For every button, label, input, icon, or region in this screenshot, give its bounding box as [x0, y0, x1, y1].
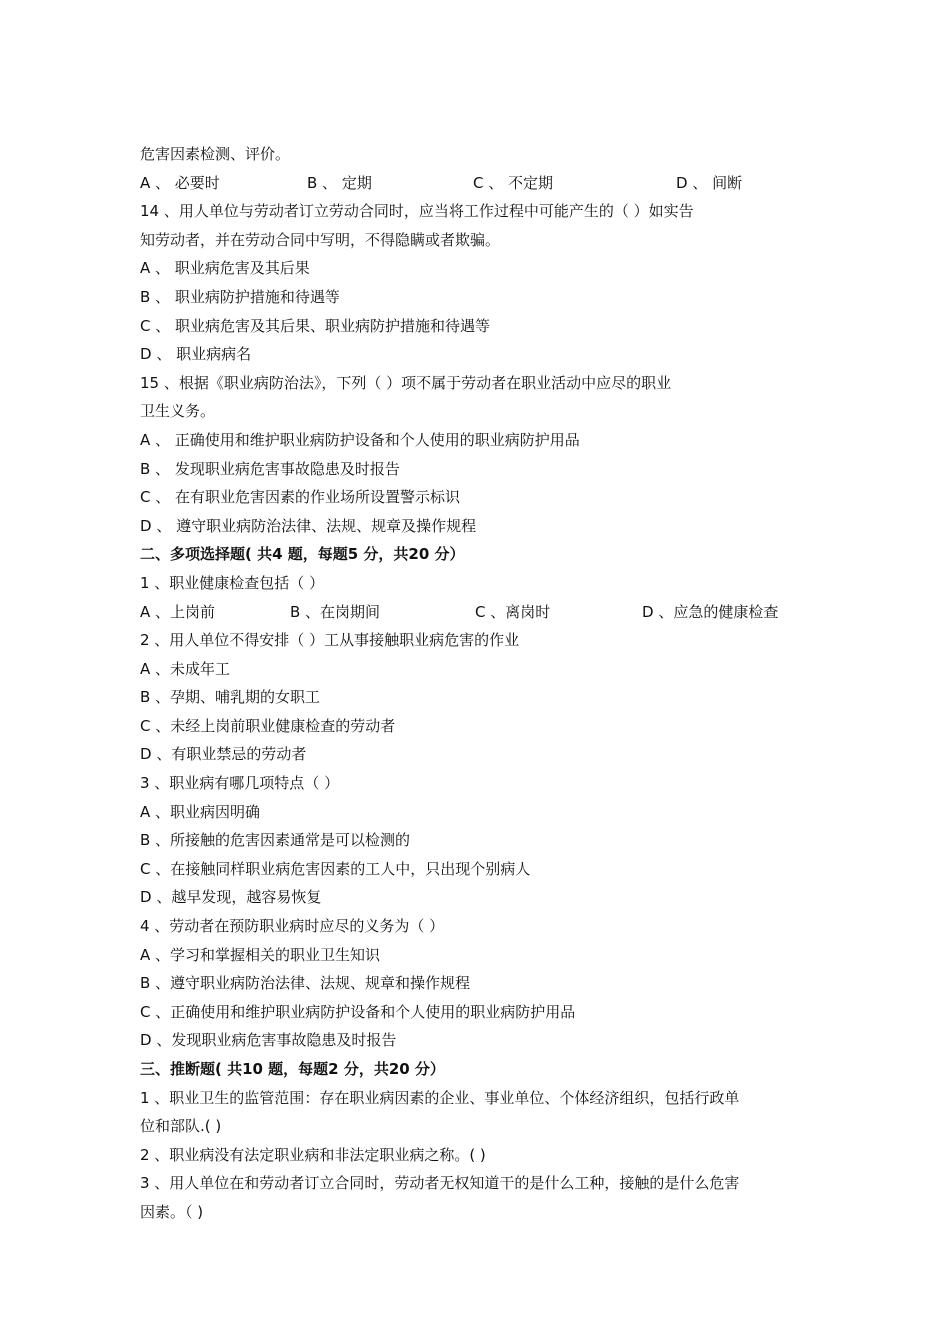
m1-option-c: C 、离岗时	[475, 602, 551, 621]
q13-option-c: C 、 不定期	[473, 173, 554, 192]
m4-option-c: C 、正确使用和维护职业病防护设备和个人使用的职业病防护用品	[140, 1002, 576, 1021]
m3-option-a: A 、职业病因明确	[140, 802, 261, 821]
m1-option-b: B 、在岗期间	[290, 602, 381, 621]
j1-line2: 位和部队.( )	[140, 1117, 222, 1136]
j3-line1: 3 、用人单位在和劳动者订立合同时，劳动者无权知道干的是什么工种，接触的是什么危害	[140, 1174, 740, 1193]
m4-option-a: A 、学习和掌握相关的职业卫生知识	[140, 945, 381, 964]
j2-line: 2 、职业病没有法定职业病和非法定职业病之称。( )	[140, 1145, 486, 1164]
q14-stem-line1: 14 、用人单位与劳动者订立劳动合同时，应当将工作过程中可能产生的（ ）如实告	[140, 202, 694, 221]
q14-stem-line2: 知劳动者，并在劳动合同中写明，不得隐瞒或者欺骗。	[140, 230, 501, 249]
q13-option-d: D 、 间断	[676, 173, 743, 192]
q14-option-d: D 、 职业病病名	[140, 345, 252, 364]
m1-option-d: D 、应急的健康检查	[642, 602, 779, 621]
m3-option-d: D 、越早发现，越容易恢复	[140, 888, 322, 907]
m1-option-a: A 、上岗前	[140, 602, 216, 621]
m4-stem: 4 、劳动者在预防职业病时应尽的义务为（ ）	[140, 917, 445, 936]
q15-stem-line2: 卫生义务。	[140, 402, 216, 421]
j3-line2: 因素。（ )	[140, 1202, 204, 1221]
m2-option-c: C 、未经上岗前职业健康检查的劳动者	[140, 716, 396, 735]
m1-options-row	[140, 598, 812, 627]
section2-heading: 二、多项选择题( 共4 题，每题5 分，共20 分）	[140, 545, 465, 564]
document-page	[140, 140, 812, 1227]
m4-option-b: B 、遵守职业病防治法律、法规、规章和操作规程	[140, 974, 471, 993]
m1-stem: 1 、职业健康检查包括（ ）	[140, 573, 325, 592]
q15-option-b: B 、 发现职业病危害事故隐患及时报告	[140, 459, 400, 478]
q14-option-c: C 、 职业病危害及其后果、职业病防护措施和待遇等	[140, 316, 491, 335]
m3-stem: 3 、职业病有哪几项特点（ ）	[140, 774, 340, 793]
m3-option-b: B 、所接触的危害因素通常是可以检测的	[140, 831, 411, 850]
j1-line1: 1 、职业卫生的监管范围：存在职业病因素的企业、事业单位、个体经济组织，包括行政单	[140, 1088, 740, 1107]
m2-option-b: B 、孕期、哺乳期的女职工	[140, 688, 321, 707]
q15-option-c: C 、 在有职业危害因素的作业场所设置警示标识	[140, 488, 461, 507]
q14-option-b: B 、 职业病防护措施和待遇等	[140, 287, 340, 306]
q15-stem-line1: 15 、根据《职业病防治法》，下列（ ）项不属于劳动者在职业活动中应尽的职业	[140, 373, 672, 392]
m2-option-d: D 、有职业禁忌的劳动者	[140, 745, 307, 764]
q13-option-a: A 、 必要时	[140, 173, 220, 192]
q15-option-a: A 、 正确使用和维护职业病防护设备和个人使用的职业病防护用品	[140, 430, 580, 449]
m2-option-a: A 、未成年工	[140, 659, 231, 678]
q14-option-a: A 、 职业病危害及其后果	[140, 259, 310, 278]
section3-heading: 三、推断题( 共10 题，每题2 分，共20 分）	[140, 1060, 445, 1078]
q15-option-d: D 、 遵守职业病防治法律、法规、规章及操作规程	[140, 516, 477, 535]
m2-stem: 2 、用人单位不得安排（ ）工从事接触职业病危害的作业	[140, 631, 520, 650]
intro-tail-text: 危害因素检测、评价。	[140, 145, 291, 163]
q13-option-b: B 、 定期	[307, 173, 372, 192]
q13-options-row	[140, 169, 812, 198]
m4-option-d: D 、发现职业病危害事故隐患及时报告	[140, 1031, 397, 1050]
m3-option-c: C 、在接触同样职业病危害因素的工人中，只出现个别病人	[140, 859, 531, 878]
